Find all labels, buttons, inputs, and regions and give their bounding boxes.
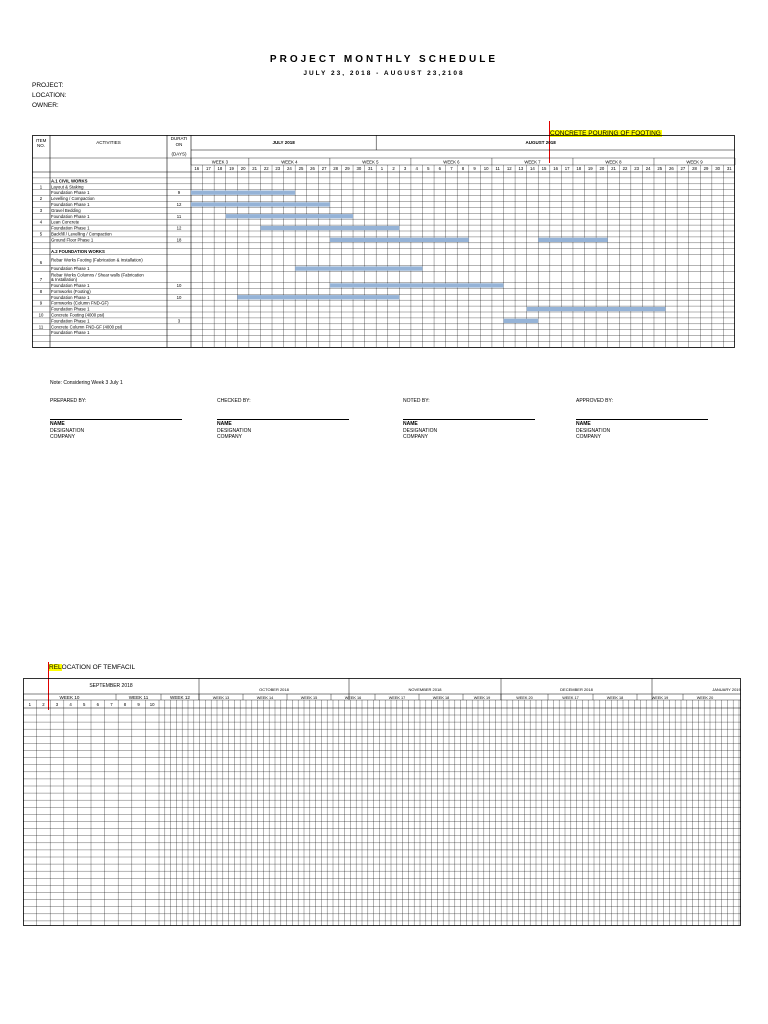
signature-prepared-by (50, 398, 182, 440)
day-label: 30 (715, 166, 721, 171)
gantt-bar (527, 307, 666, 311)
owner-label: OWNER: (32, 102, 59, 109)
day-label: 19 (229, 166, 234, 171)
relocation-note (49, 664, 135, 671)
page2-day-label: 2 (42, 702, 45, 707)
activity-label: Layout & Staking (51, 184, 84, 190)
activity-label: Concrete Footing (4000 psi) (51, 312, 105, 318)
day-label: 8 (461, 166, 465, 171)
day-label: 1 (380, 166, 384, 171)
duration-value: 18 (176, 237, 182, 243)
duration-value: 11 (176, 213, 182, 219)
signature-designation: DESIGNATION (217, 428, 252, 434)
signature-role: NOTED BY: (403, 398, 430, 404)
gantt-bar (330, 238, 469, 242)
item-number: 3 (39, 207, 43, 213)
signature-designation: DESIGNATION (403, 428, 438, 434)
week-label: WEEK 7 (524, 159, 541, 165)
day-label: 27 (321, 166, 327, 171)
month-label: JULY 2018 (272, 140, 295, 145)
signature-checked-by (217, 398, 349, 440)
concrete-pouring-label: CONCRETE POURING OF FOOTING (550, 130, 661, 137)
day-label: 28 (692, 166, 697, 171)
day-label: 17 (564, 166, 570, 171)
day-label: 24 (645, 166, 651, 171)
month-label: AUGUST 2018 (525, 140, 556, 145)
day-label: 9 (473, 166, 476, 171)
item-number: 1 (39, 184, 43, 190)
col-activities-header: ACTIVITIES (96, 140, 121, 145)
week-label: WEEK 5 (362, 159, 379, 165)
page2-week-label: WEEK 12 (170, 694, 190, 700)
activity-label: Foundation Phase 1 (51, 266, 90, 272)
signature-company: COMPANY (217, 434, 242, 440)
item-number: 4 (39, 219, 43, 225)
signature-line (576, 419, 708, 420)
signature-line (50, 419, 182, 420)
page2-day-label: 8 (123, 702, 127, 707)
section-heading: A.2 FOUNDATION WORKS (51, 249, 105, 255)
gantt-bar (330, 283, 504, 287)
gantt-bar (226, 214, 353, 218)
page2-month-label: DECEMBER 2018 (560, 687, 593, 692)
week-label: WEEK 3 (211, 159, 229, 165)
signature-name: NAME (576, 421, 591, 427)
day-label: 19 (587, 166, 593, 171)
day-label: 20 (240, 166, 246, 171)
activity-label: Foundation Phase 1 (51, 306, 90, 312)
gantt-bar (538, 238, 607, 242)
activity-label: Lean Concrete (51, 219, 80, 225)
gantt-bar (191, 202, 330, 206)
signature-company: COMPANY (403, 434, 428, 440)
signature-name: NAME (403, 421, 418, 427)
item-number: 11 (38, 324, 44, 330)
page2-week-label: WEEK 16 (344, 695, 362, 700)
location-label: LOCATION: (32, 92, 67, 99)
duration-value: 10 (176, 294, 182, 300)
signature-line (403, 419, 535, 420)
day-label: 16 (553, 166, 558, 171)
relocation-highlight: REL (49, 664, 62, 671)
duration-value: 3 (177, 318, 181, 324)
page2-month-label: SEPTEMBER 2018 (89, 683, 133, 689)
day-label: 31 (368, 166, 373, 171)
signature-name: NAME (50, 421, 65, 427)
page-subtitle: JULY 23, 2018 - AUGUST 23,2108 (303, 70, 465, 77)
signature-company: COMPANY (50, 434, 75, 440)
gantt-bar (191, 191, 295, 195)
day-label: 20 (599, 166, 605, 171)
page2-week-label: WEEK 17 (562, 695, 579, 700)
activity-label: Concrete Column FND-GF (4000 psi) (51, 324, 123, 330)
page2-week-label: WEEK 18 (432, 695, 450, 700)
page2-month-label: JANUARY 2019 (712, 687, 741, 692)
page2-week-label: WEEK 14 (256, 695, 274, 700)
gantt-bar (295, 266, 422, 270)
day-label: 13 (518, 166, 524, 171)
day-label: 2 (392, 166, 395, 171)
activity-label: Levelling / Compaction (51, 196, 95, 202)
week-label: WEEK 9 (686, 159, 703, 165)
page2-month-label: OCTOBER 2018 (259, 687, 289, 692)
project-label: PROJECT: (32, 82, 64, 89)
day-label: 4 (415, 166, 418, 171)
item-number: 7 (39, 277, 43, 283)
page2-week-label: WEEK 13 (212, 695, 230, 700)
activity-label: Ground Floor Phase 1 (51, 237, 94, 243)
day-label: 29 (344, 166, 350, 171)
day-label: 18 (217, 166, 223, 171)
day-label: 3 (403, 166, 407, 171)
page2-day-label: 1 (28, 702, 31, 707)
signature-line (217, 419, 349, 420)
duration-value: 9 (177, 190, 181, 196)
week-label: WEEK 6 (443, 159, 460, 165)
page2-week-label: WEEK 15 (300, 695, 318, 700)
day-label: 26 (668, 166, 674, 171)
item-number: 6 (39, 260, 43, 266)
page2-schedule-grid (23, 678, 743, 928)
duration-value: 12 (176, 202, 182, 207)
day-label: 27 (680, 166, 686, 171)
day-label: 23 (634, 166, 640, 171)
day-label: 15 (541, 166, 547, 171)
activity-label: Foundation Phase 1 (51, 294, 90, 300)
day-label: 29 (703, 166, 709, 171)
day-label: 25 (657, 166, 663, 171)
page2-day-label: 6 (96, 702, 99, 707)
gantt-bar (504, 319, 539, 323)
col-days-header: (DAYS) (171, 151, 187, 157)
activity-label: Formworks (Footing) (51, 288, 91, 294)
page2-day-label: 3 (55, 702, 59, 707)
col-item-header-2: NO. (36, 143, 46, 148)
gantt-bars (191, 191, 666, 324)
day-label: 30 (356, 166, 362, 171)
activity-label: & Installation) (51, 276, 78, 282)
page2-border (24, 679, 741, 926)
day-label: 31 (726, 166, 732, 171)
signature-role: PREPARED BY: (50, 398, 87, 404)
day-label: 18 (576, 166, 582, 171)
week-label: WEEK 4 (281, 159, 298, 165)
activity-label: Rebar Works Footing (Fabrication & Installation) (51, 257, 143, 263)
day-label: 23 (275, 166, 281, 171)
relocation-label-rest: OCATION OF TEMFACIL (61, 664, 136, 671)
page2-day-label: 7 (110, 702, 113, 707)
item-number: 8 (39, 288, 43, 294)
page2-week-label: WEEK 17 (388, 695, 406, 700)
day-label: 21 (611, 166, 616, 171)
gantt-bar (260, 226, 399, 230)
signature-designation: DESIGNATION (50, 428, 85, 434)
col-item-header-1: ITEM (35, 138, 47, 143)
gantt-table (32, 135, 736, 348)
signature-approved-by (576, 398, 708, 440)
page2-day-label: 4 (69, 702, 72, 707)
item-number: 5 (39, 231, 43, 237)
day-label: 17 (205, 166, 211, 171)
day-label: 26 (310, 166, 315, 171)
activity-label: Backfill / Levelling / Compaction (51, 231, 112, 237)
table-footnote: Note: Considering Week 3 July 1 (50, 380, 123, 386)
week-label: WEEK 8 (605, 159, 622, 165)
day-label: 12 (506, 166, 512, 171)
page2-week-label: WEEK 18 (606, 695, 624, 700)
page2-grid (23, 678, 741, 926)
page2-day-label: 10 (149, 702, 155, 707)
day-label: 6 (438, 166, 442, 171)
signature-role: APPROVED BY: (576, 398, 613, 404)
activity-label: Foundation Phase 1 (51, 213, 90, 219)
duration-value: 10 (176, 283, 182, 288)
day-label: 10 (483, 166, 489, 171)
signature-noted-by (403, 398, 535, 440)
activity-label: Foundation Phase 1 (51, 318, 90, 324)
page2-week-label: WEEK 11 (128, 694, 149, 700)
activity-label: Foundation Phase 1 (51, 225, 90, 231)
activity-label: Foundation Phase 1 (51, 190, 90, 196)
page2-week-label: WEEK 19 (473, 695, 491, 700)
signature-company: COMPANY (576, 434, 601, 440)
day-label: 24 (286, 166, 292, 171)
page2-week-label: WEEK 20 (696, 695, 714, 700)
day-label: 22 (622, 166, 628, 171)
day-label: 28 (333, 166, 339, 171)
activity-label: Foundation Phase 1 (51, 202, 90, 207)
activity-label: Rebar Works Columns / Shear walls (Fabrication (51, 272, 144, 278)
page2-month-label: NOVEMBER 2018 (408, 687, 442, 692)
item-number: 9 (39, 300, 43, 306)
day-label: 25 (298, 166, 304, 171)
item-number: 2 (39, 196, 43, 202)
day-label: 11 (495, 166, 500, 171)
page-title: PROJECT MONTHLY SCHEDULE (269, 54, 499, 65)
col-duration-header-1: DURATI (170, 136, 188, 141)
col-duration-header-2: ON (175, 142, 183, 147)
day-label: 21 (252, 166, 258, 171)
day-label: 7 (450, 166, 453, 171)
page2-day-label: 5 (83, 702, 86, 707)
page2-day-label: 9 (137, 702, 140, 707)
page2-week-label: WEEK 10 (59, 694, 80, 700)
day-label: 5 (427, 166, 430, 171)
day-label: 14 (530, 166, 535, 171)
signature-role: CHECKED BY: (217, 398, 251, 404)
activity-label: Gravel Bedding (51, 207, 81, 213)
item-number: 10 (38, 312, 44, 318)
page2-week-label: WEEK 19 (651, 695, 669, 700)
gantt-bar (237, 295, 399, 299)
section-heading: A.1 CIVIL WORKS (51, 178, 88, 184)
signature-designation: DESIGNATION (576, 428, 611, 434)
activity-label: Foundation Phase 1 (51, 330, 90, 336)
page2-week-label: WEEK 20 (516, 695, 533, 700)
activity-label: Foundation Phase 1 (51, 283, 90, 288)
day-label: 22 (263, 166, 269, 171)
signature-name: NAME (217, 421, 232, 427)
day-label: 16 (194, 166, 200, 171)
activity-label: Formworks (Column FND-GF) (51, 300, 109, 306)
duration-value: 12 (176, 225, 182, 231)
